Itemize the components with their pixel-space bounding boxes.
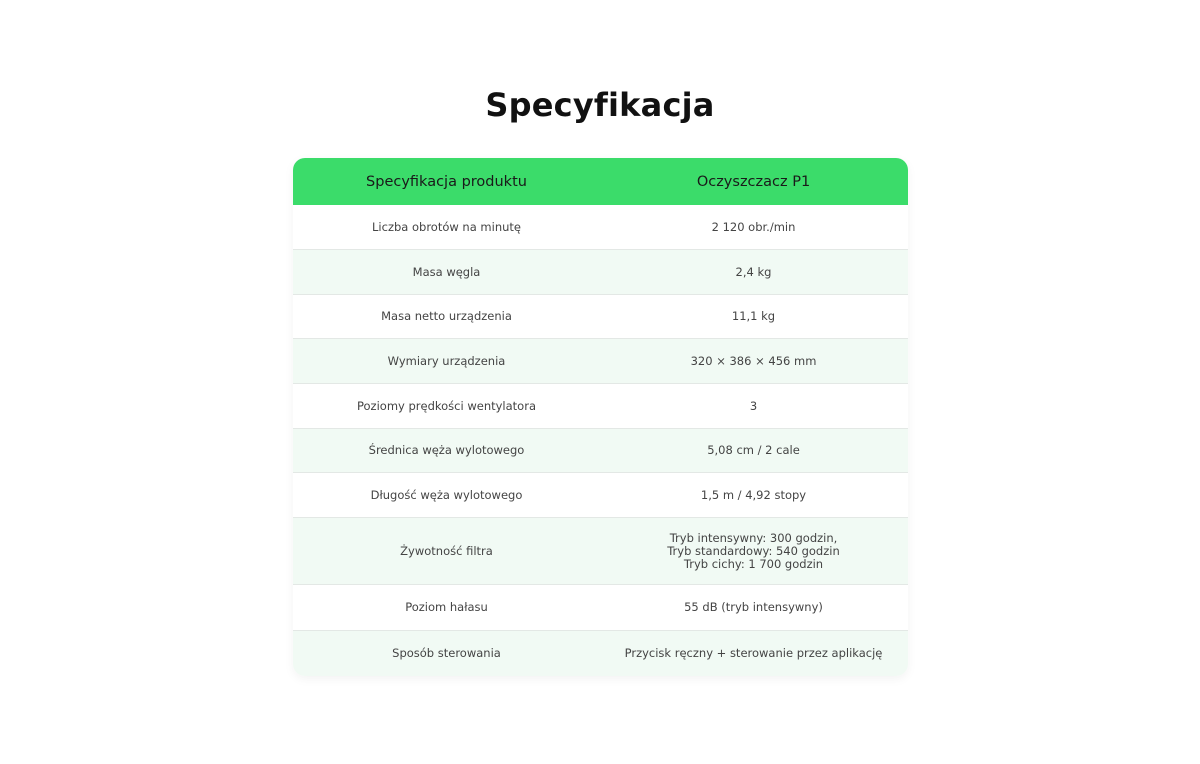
row-value: 2,4 kg: [735, 264, 772, 279]
row-value: 3: [749, 398, 758, 413]
spec-table: [293, 158, 908, 676]
row-label: Masa netto urządzenia: [381, 309, 512, 323]
row-label: Wymiary urządzenia: [387, 353, 506, 368]
row-value: 55 dB (tryb intensywny): [684, 600, 823, 614]
row-value: Tryb intensywny: 300 godzin, Tryb standardowy: 540 godzin Tryb cichy: 1 700 godzin: [667, 530, 840, 571]
page-title: Specyfikacja: [485, 86, 715, 124]
header-spec-product: Specyfikacja produktu: [366, 173, 527, 190]
row-label: Średnica węża wylotowego: [368, 443, 525, 457]
row-value: 11,1 kg: [731, 309, 776, 323]
row-label: Liczba obrotów na minutę: [372, 219, 521, 234]
row-value: 1,5 m / 4,92 stopy: [700, 487, 807, 502]
table-row: [293, 295, 908, 339]
row-value: 5,08 cm / 2 cale: [707, 443, 800, 457]
table-row: [293, 339, 908, 384]
row-label: Żywotność filtra: [400, 543, 493, 558]
header-product-name: Oczyszczacz P1: [696, 173, 811, 190]
table-row: [293, 429, 908, 473]
table-header: [293, 158, 908, 205]
row-value: Przycisk ręczny + sterowanie przez aplikację: [624, 646, 883, 660]
table-row: [293, 585, 908, 631]
row-value: 320 × 386 × 456 mm: [690, 353, 817, 368]
row-value: 2 120 obr./min: [711, 219, 796, 234]
table-row: [293, 250, 908, 295]
table-row: [293, 205, 908, 250]
table-row: [293, 631, 908, 676]
row-label: Masa węgla: [412, 264, 481, 279]
table-row: [293, 473, 908, 518]
table-row: [293, 518, 908, 585]
row-label: Sposób sterowania: [392, 646, 501, 660]
table-row: [293, 384, 908, 429]
row-label: Poziom hałasu: [405, 600, 488, 614]
row-label: Długość węża wylotowego: [370, 487, 523, 502]
row-label: Poziomy prędkości wentylatora: [357, 398, 536, 413]
